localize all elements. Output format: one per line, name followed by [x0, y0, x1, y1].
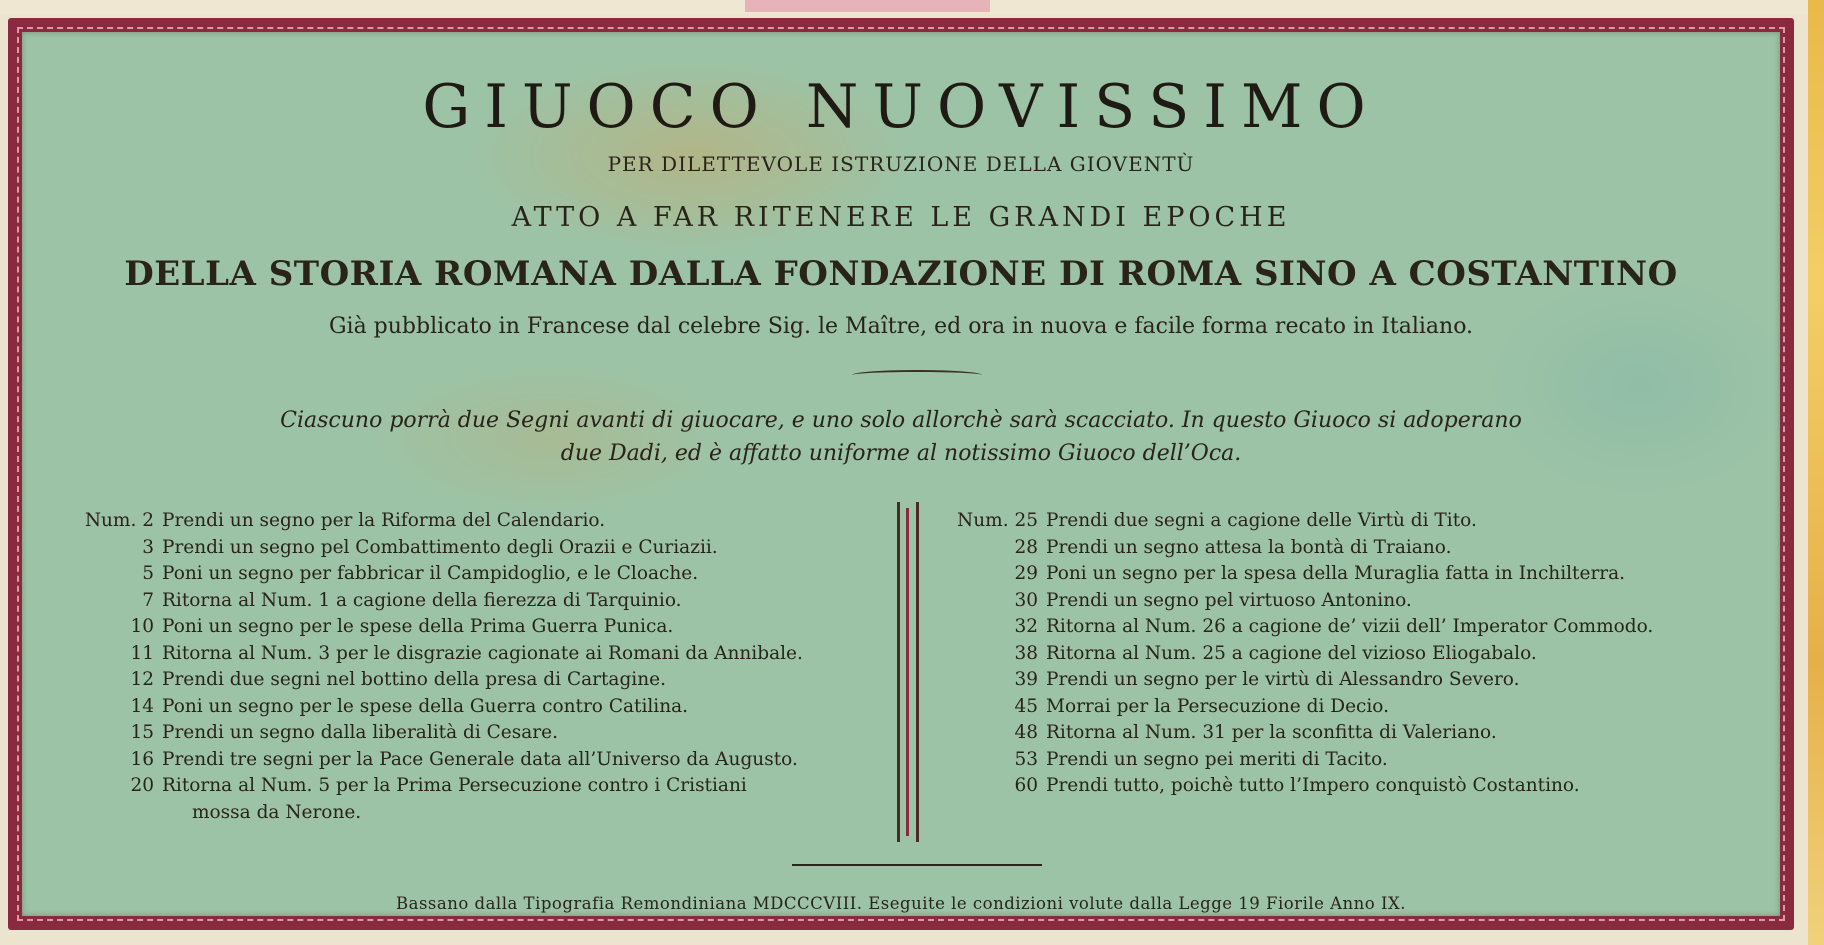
rule-number: 53: [1014, 748, 1038, 770]
rule-number: 16: [130, 748, 154, 770]
rule-text: Ritorna al Num. 31 per la sconfitta di Valeriano.: [1046, 722, 1497, 743]
rule-number: 45: [1014, 695, 1038, 717]
rule-text: Prendi un segno per la Riforma del Calendario.: [162, 510, 606, 531]
rule-number: 29: [1014, 563, 1038, 584]
title-panel: [22, 32, 1780, 916]
subtitle-line-3: DELLA STORIA ROMANA DALLA FONDAZIONE DI ROMA SINO A COSTANTINO: [124, 254, 1678, 294]
rule-text: Prendi due segni nel bottino della presa di Cartagine.: [162, 669, 666, 690]
rule-number: 5: [142, 563, 154, 584]
rule-number: 60: [1014, 775, 1038, 796]
rule-text: Poni un segno per le spese della Prima Guerra Punica.: [162, 616, 674, 637]
rule-number: 15: [130, 722, 154, 743]
subtitle-line-4: Già pubblicato in Francese dal celebre Sig. le Maître, ed ora in nuova e facile forma recato in Italiano.: [328, 314, 1474, 339]
rule-text: Prendi un segno pei meriti di Tacito.: [1046, 748, 1388, 770]
rule-number: 30: [1014, 589, 1038, 611]
rule-text: Prendi un segno pel Combattimento degli Orazii e Curiazii.: [162, 536, 718, 558]
intro-line-2: due Dadi, ed è affatto uniforme al notissimo Giuoco dell’Oca.: [560, 441, 1242, 466]
rule-number: 11: [130, 642, 154, 664]
rule-number: 39: [1014, 669, 1038, 690]
rule-number: 3: [142, 536, 154, 558]
rule-text: Prendi un segno per le virtù di Alessandro Severo.: [1046, 669, 1520, 690]
rule-text: Ritorna al Num. 26 a cagione de’ vizii dell’ Imperator Commodo.: [1046, 616, 1654, 637]
ornamental-divider: [852, 370, 982, 380]
rule-text: Ritorna al Num. 5 per la Prima Persecuzione contro i Cristiani: [162, 775, 747, 796]
right-edge-strip: [1808, 0, 1824, 945]
pink-patch: [745, 0, 990, 12]
rule-text: Poni un segno per le spese della Guerra contro Catilina.: [162, 695, 689, 717]
rule-number: 7: [142, 589, 154, 611]
intro-paragraph: [22, 404, 1780, 470]
rule-number: Num. 2: [84, 510, 154, 531]
rule-number: 48: [1014, 722, 1038, 743]
rule-text: Prendi un segno dalla liberalità di Cesare.: [162, 722, 558, 743]
rule-text: Prendi tre segni per la Pace Generale data all’Universo da Augusto.: [162, 748, 798, 770]
rule-number: 14: [130, 695, 154, 717]
rule-text: Poni un segno per fabbricar il Campidoglio, e le Cloache.: [162, 563, 699, 584]
page-title: GIUOCO NUOVISSIMO: [422, 72, 1380, 142]
footer-divider: [792, 864, 1042, 866]
subtitle-line-2: ATTO A FAR RITENERE LE GRANDI EPOCHE: [511, 202, 1291, 233]
rule-text: Ritorna al Num. 25 a cagione del vizioso Eliogabalo.: [1046, 642, 1537, 664]
subtitle-line-1: PER DILETTEVOLE ISTRUZIONE DELLA GIOVENTÙ: [607, 152, 1195, 176]
rule-text: Prendi tutto, poichè tutto l’Impero conquistò Costantino.: [1046, 775, 1580, 796]
intro-line-1: Ciascuno porrà due Segni avanti di giuocare, e uno solo allorchè sarà scacciato. In questo Giuoco si adoperano: [280, 408, 1522, 433]
rule-number: 10: [130, 616, 154, 637]
rule-text: Prendi un segno pel virtuoso Antonino.: [1046, 589, 1412, 611]
rule-number: 38: [1014, 642, 1038, 664]
rules-right-column: [942, 508, 1654, 800]
rule-number: 20: [130, 775, 154, 796]
column-separator: [897, 502, 919, 842]
rule-number: Num. 25: [957, 510, 1038, 531]
rule-number: 12: [130, 669, 154, 690]
top-edge: [0, 0, 1824, 14]
rule-text: Ritorna al Num. 3 per le disgrazie cagionate ai Romani da Annibale.: [162, 642, 803, 664]
rule-text: Prendi un segno attesa la bontà di Traiano.: [1046, 536, 1452, 558]
rule-text: Prendi due segni a cagione delle Virtù di Tito.: [1046, 510, 1477, 531]
rule-text: Ritorna al Num. 1 a cagione della fierezza di Tarquinio.: [162, 589, 682, 611]
rule-number: 32: [1014, 616, 1038, 637]
rule-number: 28: [1014, 536, 1038, 558]
rule-text: Morrai per la Persecuzione di Decio.: [1046, 695, 1389, 717]
cartouche-frame: [8, 18, 1794, 930]
rule-text: mossa da Nerone.: [192, 801, 362, 823]
rules-left-column: [50, 508, 803, 826]
imprint-footer: Bassano dalla Tipografia Remondiniana MDCCCVIII. Eseguite le condizioni volute dalla Legge 19 Fiorile Anno IX.: [395, 894, 1406, 913]
rule-text: Poni un segno per la spesa della Muraglia fatta in Inchilterra.: [1046, 563, 1626, 584]
